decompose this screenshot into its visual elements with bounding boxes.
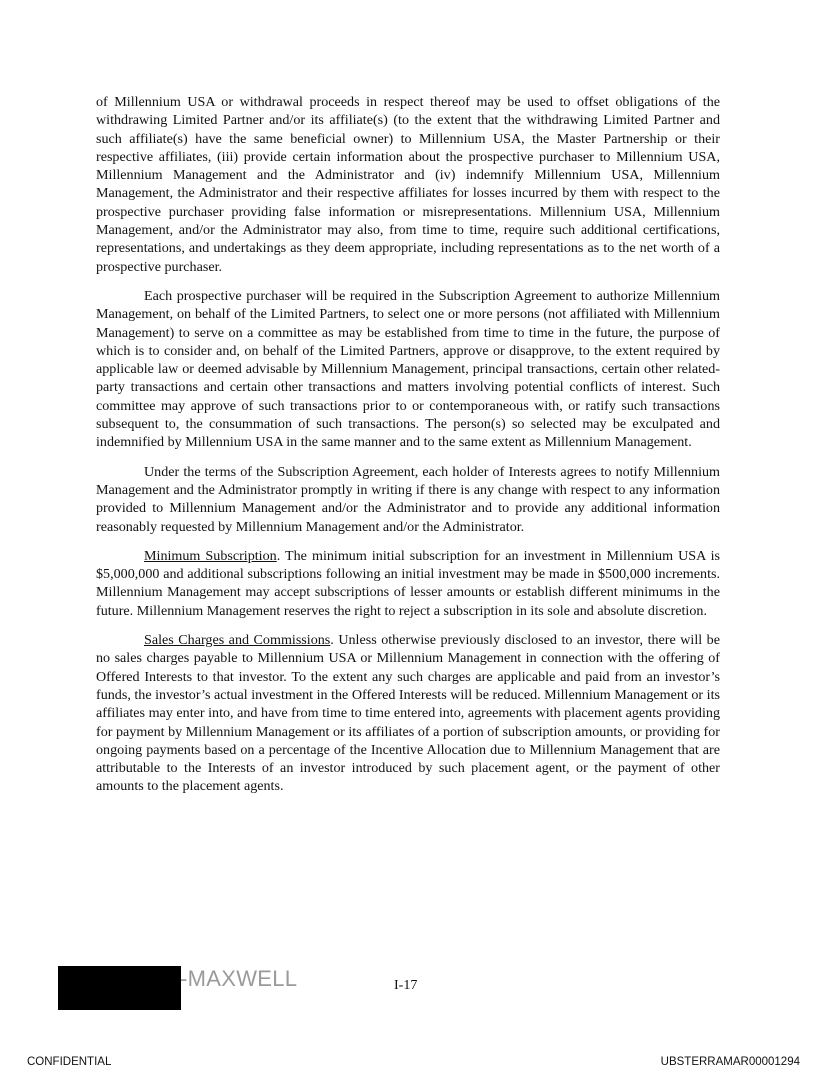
confidential-label: CONFIDENTIAL <box>27 1056 112 1068</box>
paragraph-notification: Under the terms of the Subscription Agreement, each holder of Interests agrees to notify Millennium Management and the Administrator promptly in writing if there is any change with respect to any information provided to Millennium Management and/or the Administrator and to provide any additional information reasonably requested by Millennium Management and/or the Administrator. <box>96 463 720 535</box>
heading-minimum-subscription: Minimum Subscription <box>144 547 277 564</box>
paragraph-sales-charges <box>96 631 720 796</box>
paragraph-minimum-subscription <box>96 547 720 620</box>
heading-sales-charges: Sales Charges and Commissions <box>144 632 331 649</box>
redaction-box <box>58 966 181 1010</box>
text-minimum-subscription: . The minimum initial subscription for an investment in Millennium USA is $5,000,000 and additional subscriptions following an initial investment may be made in $500,000 increments. Millennium Management may accept subscriptions of lesser amounts or establish different minimums in the future. Millennium Management reserves the right to reject a subscription in its sole and absolute discretion. <box>96 547 720 619</box>
text-sales-charges: . Unless otherwise previously disclosed to an investor, there will be no sales charges payable to Millennium USA or Millennium Management in connection with the offering of Offered Interests to that investor. To the extent any such charges are applicable and paid from an investor’s funds, the investor’s actual investment in the Offered Interests will be reduced. Millennium Management or its affiliates may enter into, and have from time to time entered into, agreements with placement agents providing for payment by Millennium Management or its affiliates of a portion of subscription amounts, or providing for ongoing payments based on a percentage of the Incentive Allocation due to Millennium Management that are attributable to the Interests of an investor introduced by such placement agent, or the payment of other amounts to the placement agents. <box>96 632 720 795</box>
paragraph-committee: Each prospective purchaser will be required in the Subscription Agreement to authorize Millennium Management, on behalf of the Limited Partners, to select one or more persons (not affiliated with Millennium Management) to serve on a committee as may be established from time to time in the future, the purpose of which is to consider and, on behalf of the Limited Partners, approve or disapprove, to the extent required by applicable law or deemed advisable by Millennium Management, principal transactions, certain other related-party transactions and certain other transactions and matters involving potential conflicts of interest. Such committee may approve of such transactions prior to or contemporaneous with, or ratify such transactions subsequent to, the consummation of such transactions. The person(s) so selected may be exculpated and indemnified by Millennium USA in the same manner and to the same extent as Millennium Management. <box>96 287 720 451</box>
paragraph-continuation: of Millennium USA or withdrawal proceeds in respect thereof may be used to offset obligations of the withdrawing Limited Partner and/or its affiliate(s) (to the extent that the withdrawing Limited Partner and such affiliate(s) have the same beneficial owner) to Millennium USA, the Master Partnership or their respective affiliates, (iii) provide certain information about the prospective purchaser to Millennium USA, Millennium Management and the Administrator and (iv) indemnify Millennium USA, Millennium Management, the Administrator and their respective affiliates for losses incurred by them with respect to the prospective purchaser providing false information or misrepresentations. Millennium USA, Millennium Management, and/or the Administrator may also, from time to time, require such additional certifications, representations, and undertakings as they deem appropriate, including representations as to the net worth of a prospective purchaser. <box>96 94 720 275</box>
page-number: I-17 <box>394 978 418 993</box>
bates-number: UBSTERRAMAR00001294 <box>660 1056 800 1068</box>
maxwell-stamp: -MAXWELL <box>180 966 298 991</box>
document-body <box>96 93 720 807</box>
